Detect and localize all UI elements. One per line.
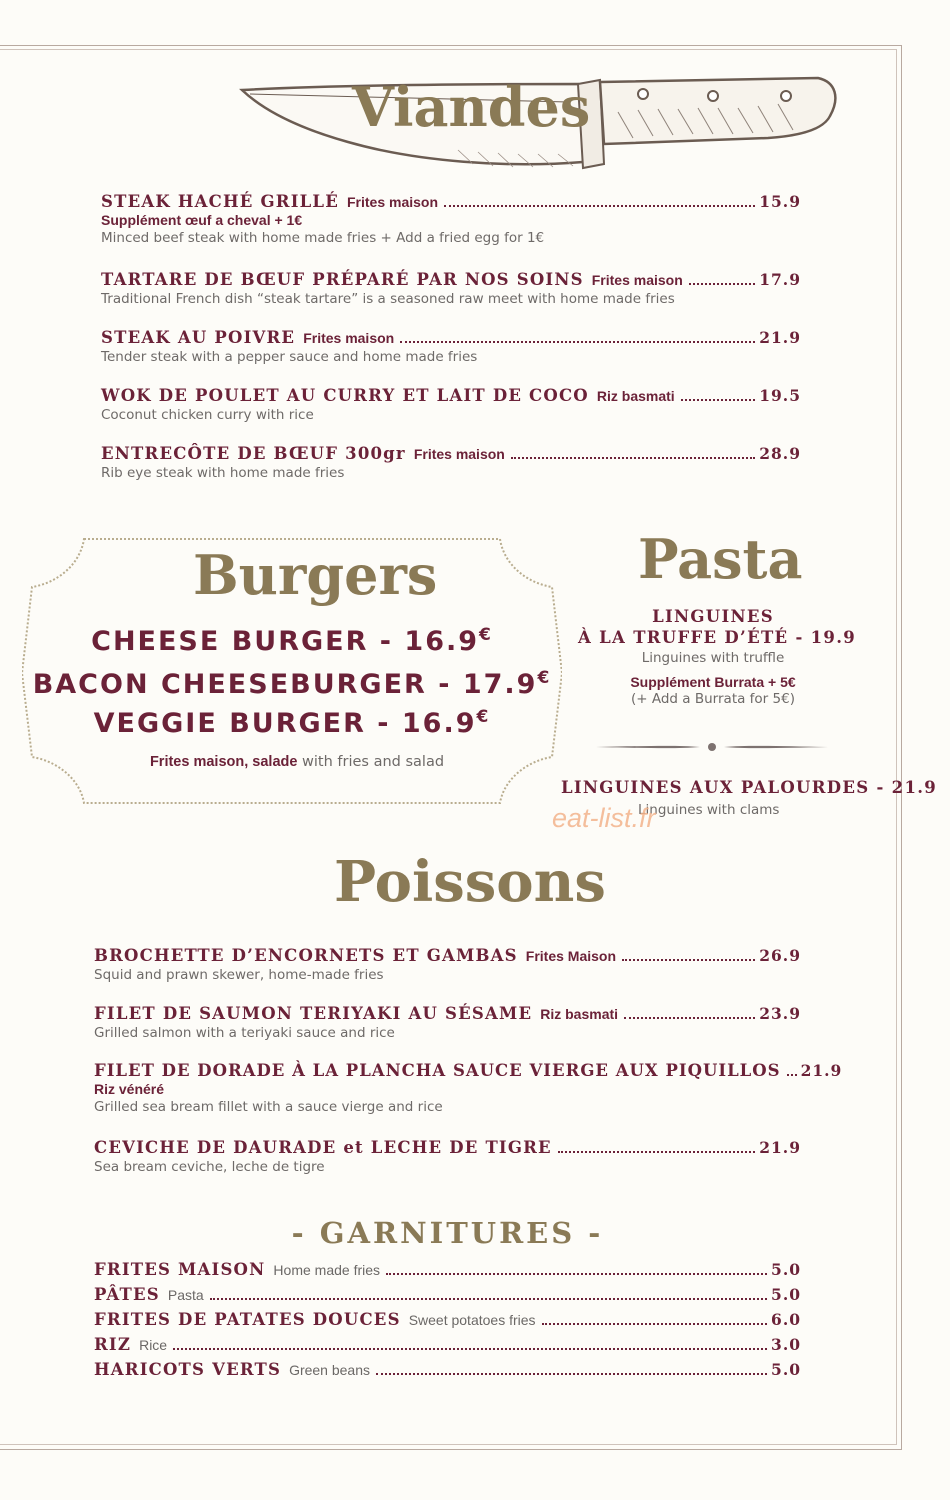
item-name: FRITES MAISON: [94, 1260, 266, 1279]
item-side: Frites maison: [413, 446, 505, 462]
item-supplement: Supplément œuf a cheval + 1€: [101, 212, 303, 228]
item-description: Coconut chicken curry with rice: [101, 407, 314, 423]
section-title-poissons: Poissons: [334, 849, 606, 915]
item-description: Grilled salmon with a teriyaki sauce and rice: [94, 1025, 395, 1041]
burger-name: CHEESE BURGER - 16.9: [91, 626, 480, 657]
item-name: WOK DE POULET AU CURRY ET LAIT DE COCO: [101, 386, 589, 405]
item-price: 21.9: [759, 1138, 801, 1157]
item-price: 5.0: [771, 1260, 801, 1279]
section-title-pasta: Pasta: [638, 527, 803, 591]
watermark: eat-list.fr: [552, 803, 656, 833]
item-price: 26.9: [759, 946, 801, 965]
pasta-supplement-description: (+ Add a Burrata for 5€): [631, 691, 795, 707]
garnitures-list: [94, 1260, 801, 1385]
item-price: 28.9: [759, 444, 801, 463]
item-price: 17.9: [759, 270, 801, 289]
item-price: 3.0: [771, 1335, 801, 1354]
currency-symbol: €: [476, 707, 491, 727]
item-side: Frites maison: [591, 272, 683, 288]
item-name: STEAK AU POIVRE: [101, 328, 296, 347]
item-price: 5.0: [771, 1285, 801, 1304]
item-description: Grilled sea bream fillet with a sauce vierge and rice: [94, 1099, 443, 1115]
menu-item: [94, 946, 801, 983]
item-description: Rib eye steak with home made fries: [101, 465, 345, 481]
section-title-viandes: Viandes: [352, 75, 591, 139]
menu-item: [94, 1138, 801, 1175]
dot-leader: [681, 399, 756, 401]
pasta-description: Linguines with truffle: [641, 650, 785, 666]
item-price: 21.9: [800, 1061, 843, 1080]
item-price: 19.5: [759, 386, 801, 405]
item-name: FILET DE DORADE À LA PLANCHA SAUCE VIERGE AUX PIQUILLOS: [94, 1061, 781, 1080]
item-name: HARICOTS VERTS: [94, 1360, 282, 1379]
pasta-supplement: Supplément Burrata + 5€: [630, 674, 796, 690]
currency-symbol: €: [537, 668, 552, 688]
dot-leader: [787, 1074, 797, 1076]
dot-leader: [689, 283, 755, 285]
ornament-divider-icon: [596, 740, 828, 754]
item-side: Pasta: [167, 1287, 204, 1303]
burger-note-bold: Frites maison, salade: [149, 754, 298, 770]
item-price: 21.9: [759, 328, 801, 347]
item-side: Rice: [139, 1337, 168, 1353]
section-title-burgers: Burgers: [193, 543, 438, 607]
dot-leader: [511, 457, 755, 459]
list-item: [94, 1285, 801, 1310]
burger-item: [0, 668, 584, 700]
dot-leader: [386, 1273, 767, 1275]
burger-note-text: with fries and salad: [302, 754, 445, 770]
pasta-name: LINGUINES AUX PALOURDES - 21.9: [561, 778, 938, 797]
item-name: FRITES DE PATATES DOUCES: [94, 1310, 401, 1329]
item-price: 15.9: [759, 192, 801, 211]
burger-note: [0, 754, 594, 770]
pasta-description: Linguines with clams: [638, 802, 780, 818]
item-price: 6.0: [771, 1310, 801, 1329]
item-name: RIZ: [94, 1335, 132, 1354]
dot-leader: [444, 205, 755, 207]
pasta-name-line1: LINGUINES: [652, 607, 774, 626]
burger-name: VEGGIE BURGER - 16.9: [93, 708, 477, 739]
item-description: Traditional French dish “steak tartare” is a seasoned raw meet with home made fries: [101, 291, 675, 307]
dot-leader: [173, 1348, 767, 1350]
menu-item: [101, 192, 801, 246]
dot-leader: [210, 1298, 767, 1300]
item-description: Squid and prawn skewer, home-made fries: [94, 967, 384, 983]
list-item: [94, 1335, 801, 1360]
list-item: [94, 1310, 801, 1335]
menu-item: [101, 270, 801, 307]
burger-item: [0, 625, 584, 657]
list-item: [94, 1260, 801, 1285]
item-name: STEAK HACHÉ GRILLÉ: [101, 192, 339, 211]
dot-leader: [400, 341, 755, 343]
dot-leader: [542, 1323, 767, 1325]
item-description: Minced beef steak with home made fries + Add a fried egg for 1€: [101, 230, 545, 246]
list-item: [94, 1360, 801, 1385]
item-price: 5.0: [771, 1360, 801, 1379]
item-name: CEVICHE DE DAURADE et LECHE DE TIGRE: [94, 1138, 552, 1157]
item-side: Riz basmati: [540, 1006, 619, 1022]
item-name: FILET DE SAUMON TERIYAKI AU SÉSAME: [94, 1004, 533, 1023]
dot-leader: [558, 1151, 755, 1153]
section-title-garnitures: - GARNITURES -: [291, 1216, 604, 1250]
item-side: Frites Maison: [525, 948, 617, 964]
pasta-item: [578, 607, 857, 707]
item-side: Frites maison: [303, 330, 395, 346]
menu-item: [101, 444, 801, 481]
item-price: 23.9: [759, 1004, 801, 1023]
burger-name: BACON CHEESEBURGER - 17.9: [32, 669, 538, 700]
burger-item: [0, 707, 584, 739]
menu-item: [94, 1061, 843, 1115]
item-name: TARTARE DE BŒUF PRÉPARÉ PAR NOS SOINS: [101, 270, 584, 289]
item-side: Home made fries: [273, 1262, 381, 1278]
item-description: Tender steak with a pepper sauce and home made fries: [101, 349, 478, 365]
pasta-name-line2: À LA TRUFFE D’ÉTÉ - 19.9: [578, 628, 857, 647]
item-description: Sea bream ceviche, leche de tigre: [94, 1159, 325, 1175]
dot-leader: [624, 1017, 755, 1019]
menu-item: [101, 386, 801, 423]
menu-item: [94, 1004, 801, 1041]
dot-leader: [376, 1373, 767, 1375]
item-name: BROCHETTE D’ENCORNETS ET GAMBAS: [94, 946, 518, 965]
item-name: PÂTES: [94, 1285, 160, 1304]
dot-leader: [622, 959, 755, 961]
item-side: Frites maison: [347, 194, 439, 210]
item-name: ENTRECÔTE DE BŒUF 300gr: [101, 444, 406, 463]
currency-symbol: €: [479, 625, 493, 645]
item-side: Green beans: [289, 1362, 371, 1378]
item-side: Sweet potatoes fries: [408, 1312, 536, 1328]
item-side: Riz basmati: [596, 388, 675, 404]
menu-item: [101, 328, 801, 365]
item-supplement: Riz vénéré: [94, 1081, 165, 1097]
